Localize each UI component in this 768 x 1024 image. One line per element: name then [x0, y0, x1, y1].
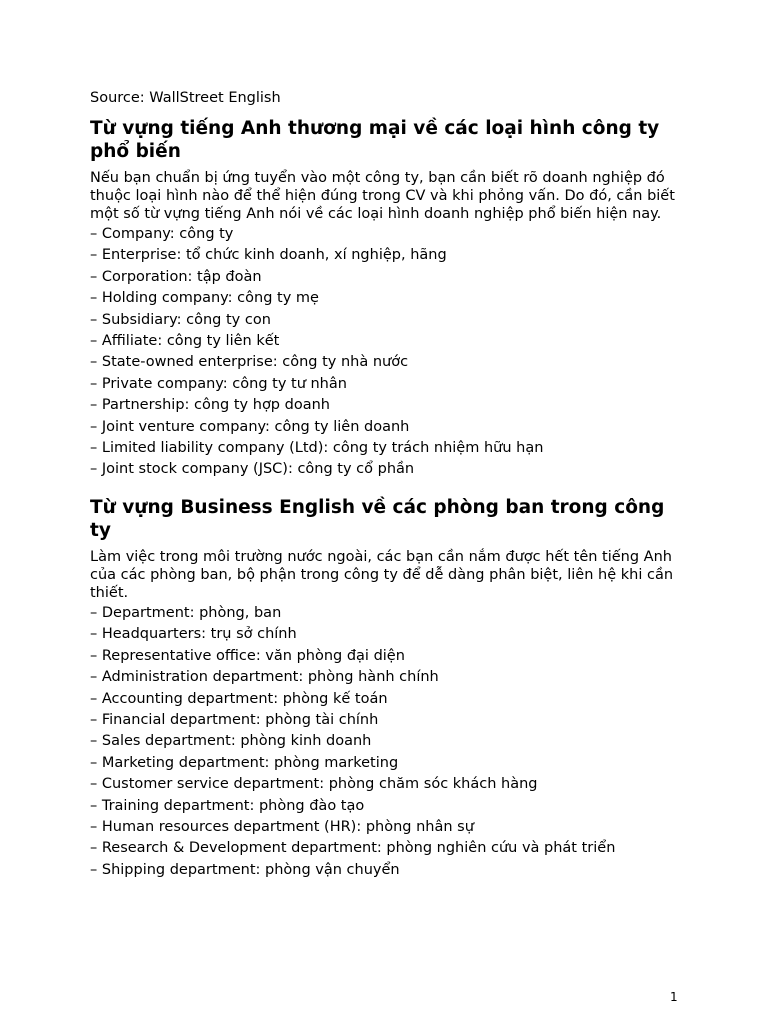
list-item: – Research & Development department: phòng nghiên cứu và phát triển — [90, 840, 616, 857]
list-item: – State-owned enterprise: công ty nhà nước — [90, 354, 409, 371]
list-item: – Representative office: văn phòng đại diện — [90, 647, 405, 664]
list-item: – Department: phòng, ban — [90, 604, 282, 621]
list-item: – Shipping department: phòng vận chuyển — [90, 861, 400, 878]
page-number: 1 — [670, 990, 678, 1004]
document-page — [90, 88, 680, 881]
list-item: – Corporation: tập đoàn — [90, 268, 262, 285]
list-item: – Private company: công ty tư nhân — [90, 375, 347, 392]
list-item: – Subsidiary: công ty con — [90, 311, 271, 328]
list-item: – Customer service department: phòng chăm sóc khách hàng — [90, 776, 538, 793]
source-line: Source: WallStreet English — [90, 90, 281, 106]
section-departments — [90, 496, 680, 881]
section-paragraph: Làm việc trong môi trường nước ngoài, các bạn cần nắm được hết tên tiếng Anh của các phòng ban, bộ phận trong công ty để dễ dàng phân biệt, liên hệ khi cần thiết. — [90, 548, 674, 601]
list-item: – Accounting department: phòng kế toán — [90, 690, 388, 707]
section-heading: Từ vựng tiếng Anh thương mại về các loại hình công ty phổ biến — [90, 118, 660, 162]
list-item: – Affiliate: công ty liên kết — [90, 333, 280, 350]
section-heading: Từ vựng Business English về các phòng ban trong công ty — [90, 496, 665, 541]
list-item: – Limited liability company (Ltd): công ty trách nhiệm hữu hạn — [90, 440, 544, 457]
list-item: – Partnership: công ty hợp doanh — [90, 397, 330, 414]
vocabulary-list — [90, 603, 680, 881]
list-item: – Sales department: phòng kinh doanh — [90, 733, 372, 750]
list-item: – Administration department: phòng hành chính — [90, 669, 439, 686]
vocabulary-list — [90, 224, 680, 481]
list-item: – Joint stock company (JSC): công ty cổ phần — [90, 461, 415, 478]
list-item: – Enterprise: tổ chức kinh doanh, xí nghiệp, hãng — [90, 247, 447, 264]
section-paragraph: Nếu bạn chuẩn bị ứng tuyển vào một công ty, bạn cần biết rõ doanh nghiệp đó thuộc loại hình nào để thể hiện đúng trong CV và khi phỏng vấn. Do đó, cần biết một số từ vựng tiếng Anh nói về các loại hình doanh nghiệp phổ biến hiện nay. — [90, 170, 675, 222]
section-company-types — [90, 117, 680, 481]
list-item: – Company: công ty — [90, 226, 234, 242]
list-item: – Financial department: phòng tài chính — [90, 711, 379, 728]
list-item: – Joint venture company: công ty liên doanh — [90, 418, 410, 435]
list-item: – Marketing department: phòng marketing — [90, 754, 399, 771]
list-item: – Headquarters: trụ sở chính — [90, 626, 297, 643]
list-item: – Human resources department (HR): phòng nhân sự — [90, 818, 474, 835]
list-item: – Training department: phòng đào tạo — [90, 797, 365, 814]
list-item: – Holding company: công ty mẹ — [90, 290, 319, 307]
